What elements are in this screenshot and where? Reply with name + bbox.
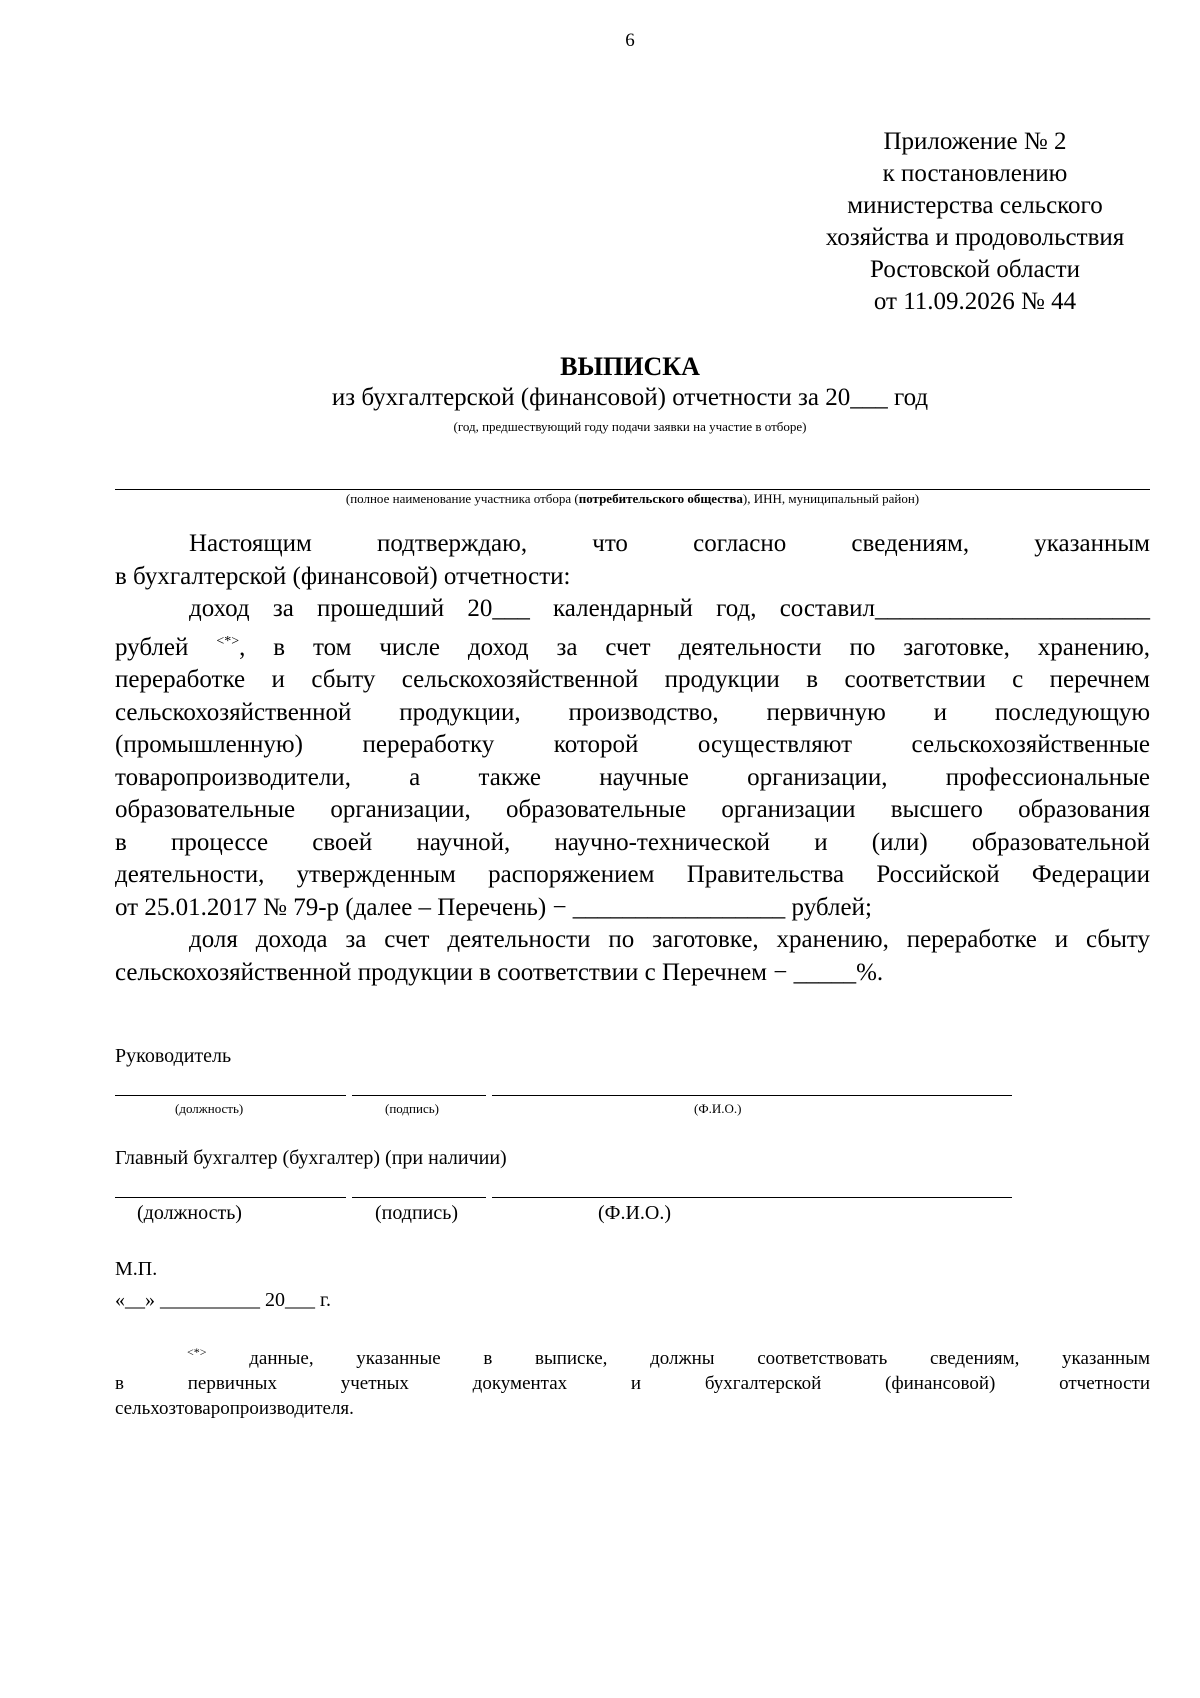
stamp-label: М.П. [115, 1258, 158, 1280]
body-line: переработке и сбыту сельскохозяйственной продукции в соответствии с перечнем [115, 666, 1150, 693]
participant-name-hint [115, 491, 1150, 507]
statement-body [115, 528, 1150, 989]
appendix-line: министерства сельского [847, 192, 1103, 219]
body-line: сельскохозяйственной продукции, производство, первичную и последующую [115, 698, 1150, 726]
hint-bold-text: потребительского общества [578, 491, 743, 506]
body-line: деятельности, утвержденным распоряжением Правительства Российской Федерации [115, 861, 1150, 888]
accountant-name-field[interactable] [492, 1197, 1012, 1198]
date-line[interactable]: «__» __________ 20___ г. [115, 1289, 331, 1311]
accountant-label: Главный бухгалтер (бухгалтер) (при наличии) [115, 1147, 507, 1169]
subtitle-hint: (год, предшествующий году подачи заявки на участие в отборе) [453, 419, 807, 434]
accountant-signature-hint: (подпись) [375, 1202, 459, 1224]
accountant-position-field[interactable] [115, 1197, 346, 1198]
page-number: 6 [625, 30, 635, 51]
head-position-hint: (должность) [175, 1101, 244, 1116]
body-line: (промышленную) переработку которой осуществляют сельскохозяйственные [115, 731, 1150, 758]
footnote-line: сельхозтоваропроизводителя. [115, 1398, 354, 1419]
head-name-hint: (Ф.И.О.) [694, 1101, 742, 1116]
footnote [115, 1340, 1150, 1421]
body-line: Настоящим подтверждаю, что согласно сведениям, указанным [189, 530, 1150, 557]
footnote-mark: <*> [216, 633, 240, 649]
appendix-line: от 11.09.2026 № 44 [873, 288, 1077, 315]
footnote-line: в первичных учетных документах и бухгалтерской (финансовой) отчетности [115, 1373, 1150, 1394]
head-name-field[interactable] [492, 1095, 1012, 1096]
body-line: образовательные организации, образовательные организации высшего образования [115, 796, 1150, 823]
head-signature-field[interactable] [352, 1095, 486, 1096]
body-line [115, 626, 1150, 665]
share-line[interactable]: сельскохозяйственной продукции в соответствии с Перечнем − _____%. [115, 958, 884, 986]
head-label: Руководитель [115, 1045, 232, 1067]
appendix-line: Ростовской области [870, 256, 1080, 283]
head-position-field[interactable] [115, 1095, 346, 1096]
body-line: доля дохода за счет деятельности по заготовке, хранению, переработке и сбыту [189, 926, 1150, 953]
appendix-block [800, 126, 1150, 318]
hint-text: ), ИНН, муниципальный район) [742, 491, 920, 506]
accountant-name-hint: (Ф.И.О.) [598, 1202, 672, 1224]
head-signature-hint: (подпись) [385, 1101, 439, 1116]
appendix-line: к постановлению [882, 160, 1068, 187]
appendix-line: Приложение № 2 [883, 128, 1067, 155]
footnote-text: данные, указанные в выписке, должны соответствовать сведениям, указанным [206, 1348, 1150, 1369]
footnote-mark: <*> [187, 1345, 207, 1359]
participant-name-line[interactable] [115, 489, 1150, 490]
rubles-word: рублей [115, 633, 189, 661]
accountant-position-hint: (должность) [137, 1202, 242, 1224]
income-line[interactable]: доход за прошедший 20___ календарный год, составил______________________ [189, 595, 1150, 622]
income-list-line[interactable]: от 25.01.2017 № 79-р (далее – Перечень) − _________________ рублей; [115, 893, 872, 921]
document-subtitle: из бухгалтерской (финансовой) отчетности за 20___ год [331, 384, 929, 411]
body-line: в процессе своей научной, научно-технической и (или) образовательной [115, 828, 1150, 856]
document-title: ВЫПИСКА [560, 352, 700, 381]
accountant-signature-field[interactable] [352, 1197, 486, 1198]
appendix-line: хозяйства и продовольствия [825, 224, 1125, 251]
hint-text: (полное наименование участника отбора ( [345, 491, 579, 506]
footnote-line [115, 1340, 1150, 1371]
body-line: в бухгалтерской (финансовой) отчетности: [115, 562, 571, 590]
body-line: товаропроизводители, а также научные организации, профессиональные [115, 763, 1150, 791]
body-text: , в том числе доход за счет деятельности по заготовке, хранению, [239, 633, 1150, 661]
